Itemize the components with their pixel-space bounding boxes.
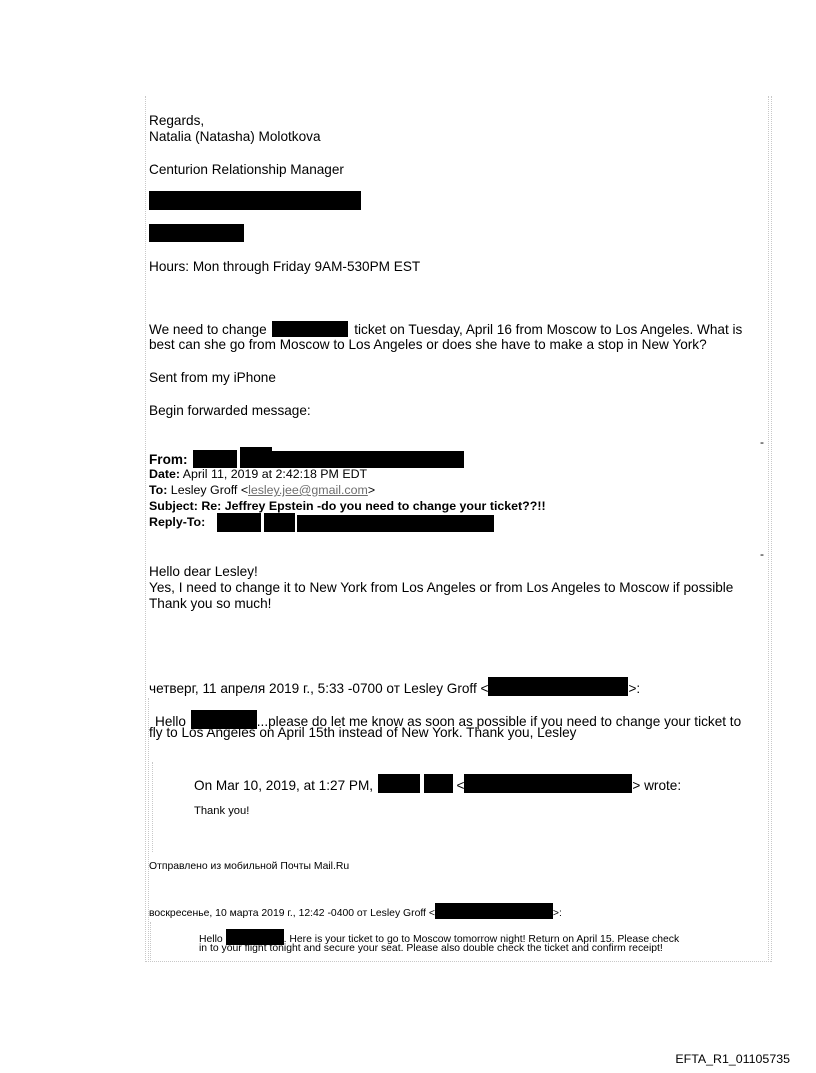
- mailru-header-text: воскресенье, 10 марта 2019 г., 12:42 -0400 от Lesley Groff <: [149, 908, 435, 919]
- redaction-block: [149, 224, 244, 242]
- redaction-block: [272, 451, 464, 468]
- quote3-line1-text: . Here is your ticket to go to Moscow tomorrow night! Return on April 15. Please check: [283, 934, 680, 945]
- redaction-inline: [272, 321, 348, 337]
- to-line: [149, 483, 375, 498]
- mailru-header: [149, 903, 562, 920]
- separator-dash: -: [760, 435, 764, 449]
- quote1-header-close: >:: [628, 681, 641, 696]
- redaction-block: [193, 450, 237, 468]
- from-label: From:: [149, 452, 188, 467]
- quote1-header-text: четверг, 11 апреля 2019 г., 5:33 -0700 от Lesley Groff <: [149, 681, 489, 696]
- to-email-link[interactable]: lesley.jee@gmail.com: [248, 483, 368, 497]
- subject-line: [149, 499, 546, 514]
- quote2-border: [152, 762, 153, 852]
- sent-from-iphone: Sent from my iPhone: [149, 370, 276, 385]
- redaction-inline: [424, 774, 453, 793]
- redaction-block: [217, 513, 261, 532]
- forward-note-line1-end: ticket on Tuesday, April 16 from Moscow to Los Angeles. What is: [354, 322, 743, 337]
- redaction-inline: [488, 677, 628, 696]
- right-border: [768, 96, 769, 962]
- signature-title: Centurion Relationship Manager: [149, 162, 344, 177]
- to-label: To:: [149, 483, 168, 497]
- reply-line1: Yes, I need to change it to New York from Los Angeles or from Los Angeles to Moscow if possible: [149, 580, 734, 595]
- subject-label: Subject:: [149, 499, 198, 513]
- to-name: Lesley Groff <: [170, 483, 249, 497]
- begin-forwarded: Begin forwarded message:: [149, 403, 311, 418]
- subject-value: Re: Jeffrey Epstein -do you need to change your ticket??!!: [201, 499, 546, 513]
- redaction-inline: [378, 774, 420, 793]
- forward-note-line1-start: We need to change: [149, 322, 267, 337]
- quote3-hello: Hello: [199, 934, 223, 945]
- forward-note-line1: [149, 321, 742, 338]
- quote2-lt: <: [456, 778, 465, 793]
- reply-thanks: Thank you so much!: [149, 596, 272, 611]
- separator-dash: -: [760, 547, 764, 561]
- quote2-on-text: On Mar 10, 2019, at 1:27 PM,: [194, 778, 374, 793]
- quote3-line2: in to your flight tonight and secure your seat. Please also double check the ticket and confirm receipt!: [199, 943, 663, 954]
- reply-greeting: Hello dear Lesley!: [149, 564, 258, 579]
- quote1-header: [149, 677, 640, 697]
- date-label: Date:: [149, 467, 180, 481]
- quote3-border: [150, 922, 151, 962]
- quote2-on-line: [194, 774, 681, 794]
- bottom-border: [145, 961, 771, 962]
- signature-name: Natalia (Natasha) Molotkova: [149, 129, 321, 144]
- date-value: April 11, 2019 at 2:42:18 PM EDT: [182, 467, 368, 481]
- reply-to-label: Reply-To:: [149, 515, 206, 529]
- quote1-body1: ...please do let me know as soon as possible if you need to change your ticket to: [256, 714, 742, 729]
- redaction-inline: [464, 774, 632, 793]
- date-line: [149, 467, 367, 482]
- redaction-block: [149, 191, 361, 210]
- forward-note-line2: best can she go from Moscow to Los Angeles or does she have to make a stop in New York?: [149, 337, 707, 352]
- quote1-hello: Hello: [155, 714, 186, 729]
- right-border-inner: [771, 96, 772, 962]
- redaction-block: [240, 447, 272, 468]
- left-border: [145, 96, 146, 962]
- mailru-header-close: >:: [552, 908, 562, 919]
- quote2-thank-you: Thank you!: [194, 805, 250, 817]
- quote1-body-line2: fly to Los Angeles on April 15th instead of New York. Thank you, Lesley: [149, 725, 577, 740]
- signature-regards: Regards,: [149, 113, 205, 128]
- redaction-block: [264, 513, 295, 532]
- redaction-inline: [435, 903, 553, 919]
- signature-hours: Hours: Mon through Friday 9AM-530PM EST: [149, 259, 421, 274]
- quote2-wrote: > wrote:: [632, 778, 682, 793]
- to-close: >: [367, 483, 376, 497]
- document-id: EFTA_R1_01105735: [675, 1052, 790, 1066]
- mailru-sent-from: Отправлено из мобильной Почты Mail.Ru: [149, 861, 350, 872]
- redaction-block: [297, 515, 494, 532]
